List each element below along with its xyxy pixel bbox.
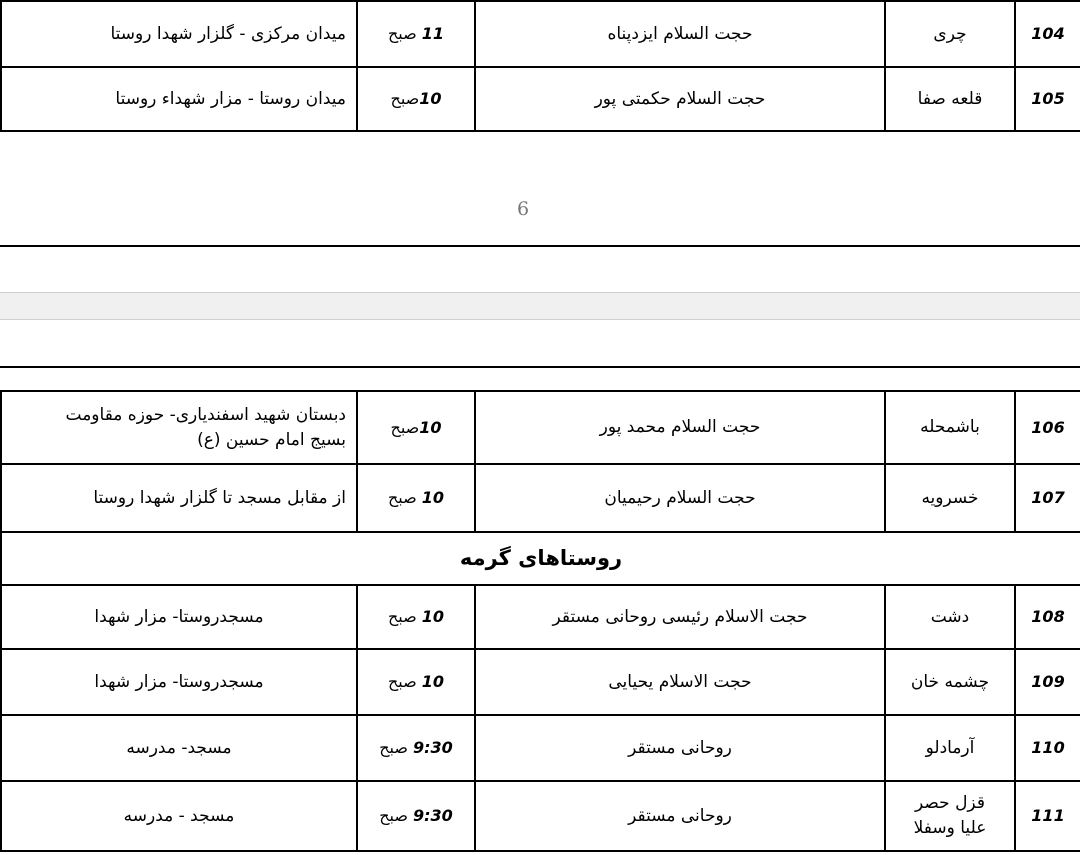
time-cell [357,1,475,67]
time-cell [357,715,475,781]
row-number: 106 [1015,391,1080,464]
speaker-name: روحانی مستقر [475,781,885,851]
time-unit: صبح [379,738,414,758]
row-number: 107 [1015,464,1080,532]
location: میدان مرکزی - گلزار شهدا روستا [1,1,357,67]
time-cell [357,67,475,131]
village-name: باشمحله [885,391,1015,464]
time-number: 10 [419,417,442,437]
time-cell [357,781,475,851]
page-number: 6 [516,198,530,220]
row-number: 104 [1015,1,1080,67]
row-number: 109 [1015,649,1080,715]
location: مسجد - مدرسه [1,781,357,851]
page-bottom-edge [0,245,1080,247]
location: مسجدروستا- مزار شهدا [1,649,357,715]
page-gap [0,292,1080,320]
table-row [1,464,1080,532]
village-name: چشمه خان [885,649,1015,715]
speaker-name: حجت السلام محمد پور [475,391,885,464]
village-name: چری [885,1,1015,67]
row-number: 111 [1015,781,1080,851]
time-unit: صبح [387,24,422,44]
table-row [1,585,1080,649]
time-cell [357,391,475,464]
location-line: بسیج امام حسین (ع) [197,429,346,450]
village-name: آرمادلو [885,715,1015,781]
speaker-name: حجت السلام ایزدپناه [475,1,885,67]
speaker-name: حجت السلام رحیمیان [475,464,885,532]
time-unit: صبح [390,417,420,437]
location-line: دبستان شهید اسفندیاری- حوزه مقاومت [65,404,346,425]
page-top-edge [0,366,1080,368]
table-row [1,1,1080,67]
time-number: 10 [419,89,442,109]
location: میدان روستا - مزار شهداء روستا [1,67,357,131]
location: مسجدروستا- مزار شهدا [1,585,357,649]
time-number: 10 [421,488,445,508]
village-line: قزل حصر [915,793,985,814]
table-row [1,715,1080,781]
village-line: علیا وسفلا [913,818,987,838]
time-unit: صبح [379,806,414,826]
section-title: روستاهای گرمه [1,532,1080,585]
time-cell [357,585,475,649]
speaker-name: حجت الاسلام رئیسی روحانی مستقر [475,585,885,649]
time-cell [357,464,475,532]
table-row [1,391,1080,464]
time-number: 10 [421,607,445,627]
row-number: 110 [1015,715,1080,781]
row-number: 105 [1015,67,1080,131]
row-number: 108 [1015,585,1080,649]
village-name [885,781,1015,851]
location [1,391,357,464]
time-unit: صبح [387,488,422,508]
speaker-name: روحانی مستقر [475,715,885,781]
time-number: 9:30 [413,806,453,826]
time-unit: صبح [390,89,420,109]
time-number: 10 [421,672,445,692]
table-row [1,649,1080,715]
speaker-name: حجت السلام حکمتی پور [475,67,885,131]
village-name: دشت [885,585,1015,649]
section-header-row [1,532,1080,585]
time-unit: صبح [387,607,422,627]
village-name: قلعه صفا [885,67,1015,131]
time-number: 11 [421,24,445,44]
time-number: 9:30 [413,738,453,758]
table-row [1,781,1080,851]
schedule-table-top [0,0,1080,132]
location: مسجد- مدرسه [1,715,357,781]
speaker-name: حجت الاسلام یحیایی [475,649,885,715]
time-unit: صبح [387,672,422,692]
location: از مقابل مسجد تا گلزار شهدا روستا [1,464,357,532]
table-row [1,67,1080,131]
time-cell [357,649,475,715]
schedule-table-bottom [0,390,1080,852]
village-name: خسرویه [885,464,1015,532]
